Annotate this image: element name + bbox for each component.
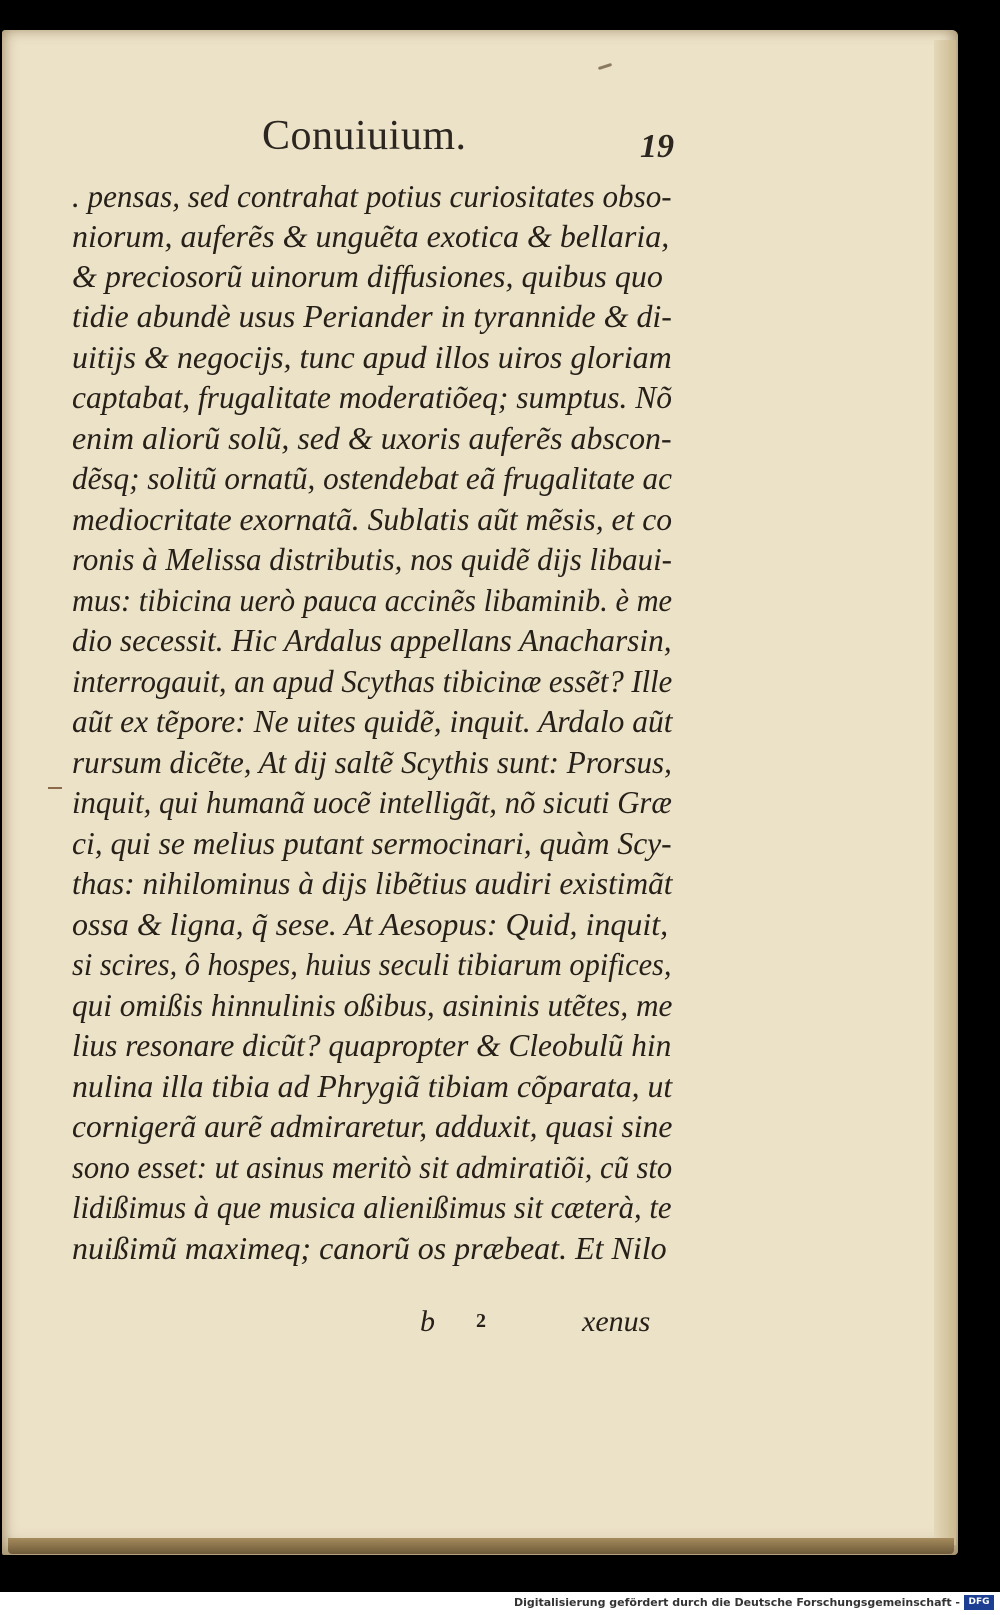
page-right-edge [934, 40, 956, 1545]
margin-mark [48, 787, 62, 789]
text-line: qui omißis hinnulinis oßibus, asininis utẽtes, me [72, 987, 673, 1023]
text-line: aũt ex tẽpore: Ne uites quidẽ, inquit. Ardalo aũt [72, 703, 673, 739]
scan-top-border [0, 0, 1000, 28]
text-line: ronis à Melissa distributis, nos quidẽ dijs libaui- [72, 541, 672, 577]
text-line: inquit, qui humanã uocẽ intelligãt, nõ sicuti Græ [72, 784, 672, 820]
text-line: mediocritate exornatã. Sublatis aũt mẽsis, et co [72, 501, 673, 537]
text-line: enim aliorũ solũ, sed & uxoris auferẽs abscon- [72, 420, 672, 456]
catchword: xenus [582, 1305, 651, 1338]
text-line: ci, qui se melius putant sermocinari, quàm Scy- [72, 825, 672, 861]
digitization-footer [0, 1592, 1000, 1615]
text-line: thas: nihilominus à dijs libẽtius audiri existimãt [72, 865, 673, 901]
text-line: rursum dicẽte, At dij saltẽ Scythis sunt: Prorsus, [72, 744, 672, 780]
text-line: tidie abundè usus Periander in tyrannide & di- [72, 298, 672, 334]
text-line: nuißimũ maximeq; canorũ os præbeat. Et Nilo [72, 1230, 667, 1266]
text-line: sono esset: ut asinus meritò sit admiratiõi, cũ sto [72, 1149, 673, 1185]
text-line: nulina illa tibia ad Phrygiã tibiam cõparata, ut [72, 1068, 673, 1104]
text-line: & preciosorũ uinorum diffusiones, quibus quo [72, 258, 663, 294]
funding-credit: Digitalisierung gefördert durch die Deutsche Forschungsgemeinschaft - [513, 1596, 960, 1609]
page-number: 19 [640, 128, 674, 165]
text-line: captabat, frugalitate moderatiõeq; sumptus. Nõ [72, 379, 672, 415]
dfg-logo: DFG [964, 1595, 994, 1610]
page-bottom-edge [8, 1538, 954, 1554]
signature-number: 2 [476, 1310, 486, 1332]
text-line: cornigerã aurẽ admiraretur, adduxit, quasi sine [72, 1108, 673, 1144]
signature-mark: b [420, 1305, 435, 1338]
text-line: mus: tibicina uerò pauca accinẽs libaminib. è me [72, 582, 673, 618]
text-line: dẽsq; solitũ ornatũ, ostendebat eã frugalitate ac [72, 460, 672, 496]
text-line: . pensas, sed contrahat potius curiositates obso- [72, 178, 672, 214]
text-line: si scires, ô hospes, huius seculi tibiarum opifices, [72, 946, 672, 982]
text-line: uitijs & negocijs, tunc apud illos uiros gloriam [72, 339, 672, 375]
text-line: lidißimus à que musica alienißimus sit cæterà, te [72, 1189, 672, 1225]
text-line: niorum, auferẽs & unguẽta exotica & bellaria, [72, 218, 670, 254]
text-line: interrogauit, an apud Scythas tibicinæ essẽt? Ille [72, 663, 673, 699]
text-line: dio secessit. Hic Ardalus appellans Anacharsin, [72, 622, 672, 658]
running-head: Conuiuium. [262, 113, 467, 159]
text-line: ossa & ligna, q̃ sese. At Aesopus: Quid, inquit, [72, 906, 669, 942]
text-line: lius resonare dicũt? quapropter & Cleobulũ hin [72, 1027, 672, 1063]
